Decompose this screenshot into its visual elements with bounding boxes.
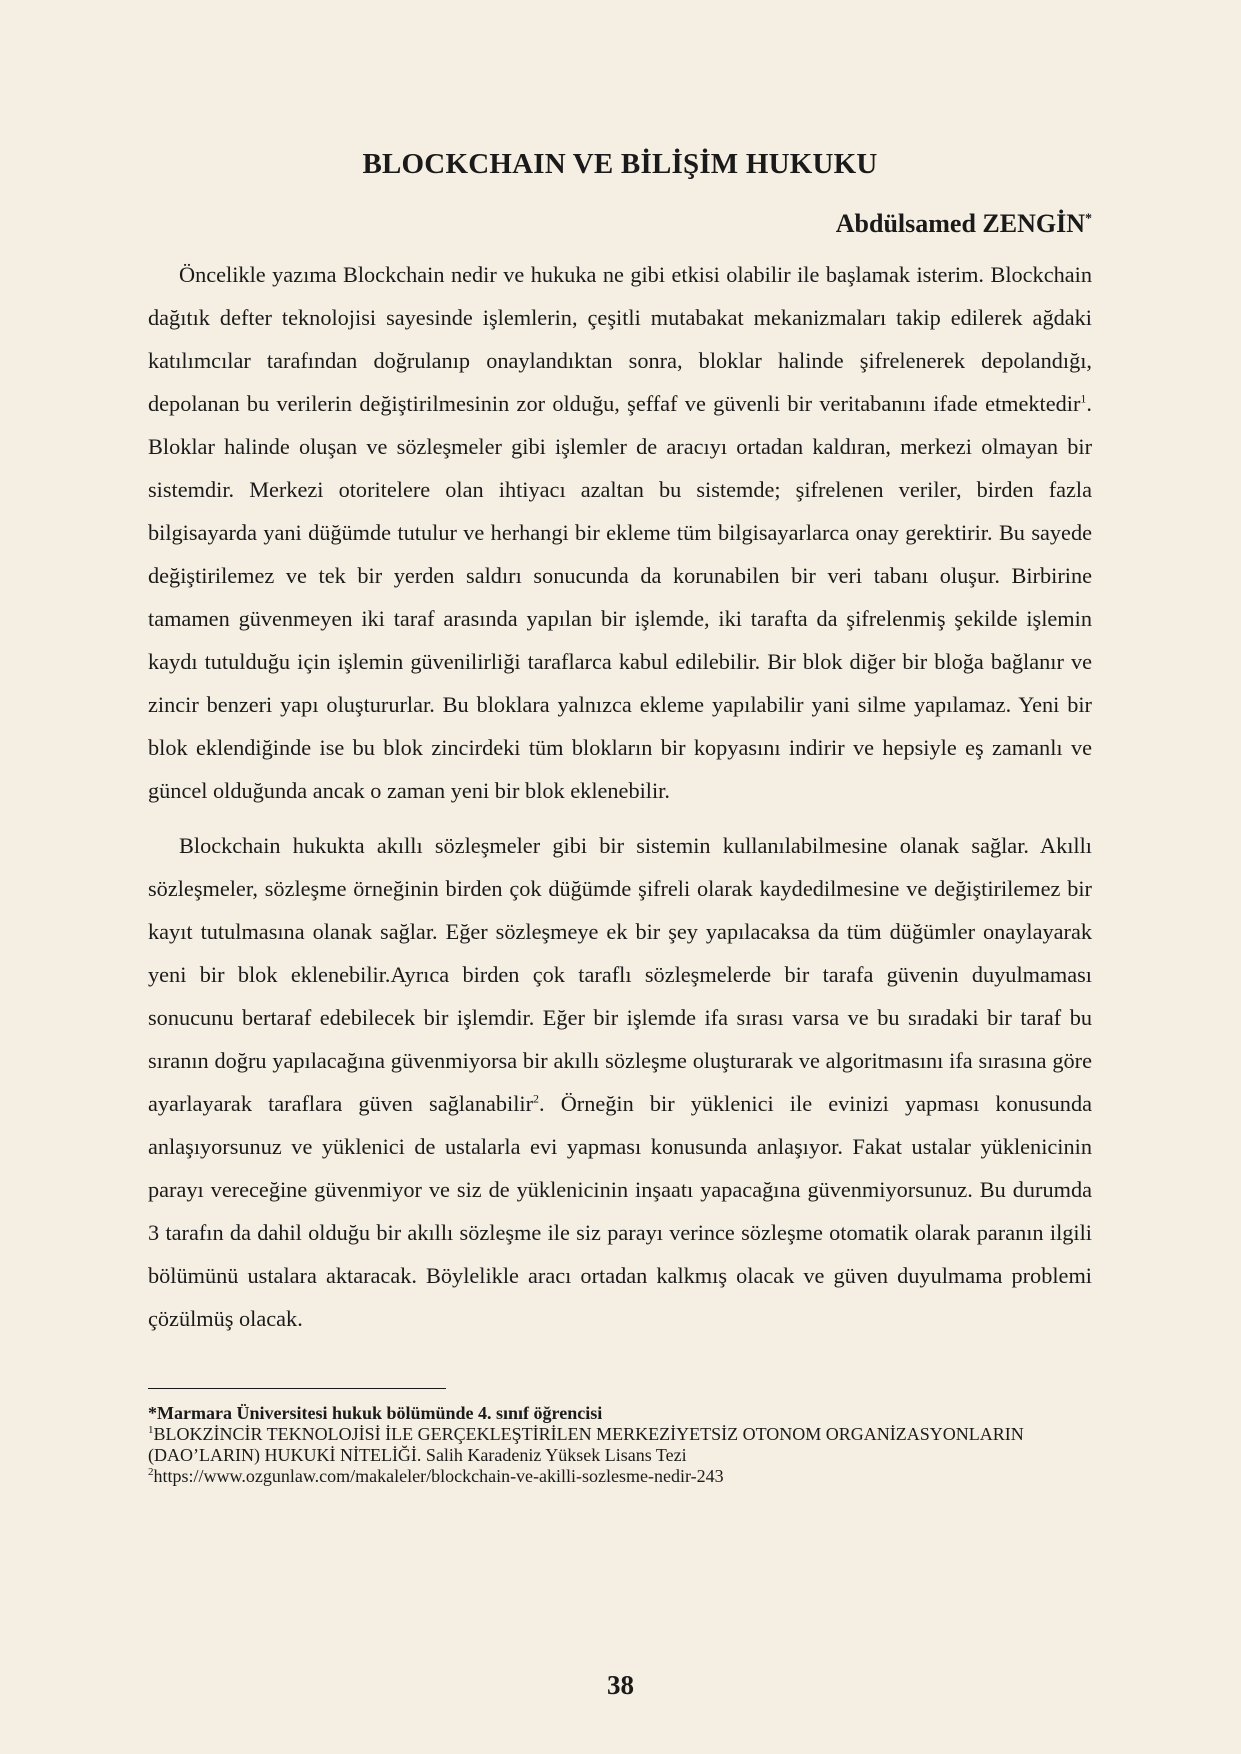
document-title: BLOCKCHAIN VE BİLİŞİM HUKUKU — [362, 148, 878, 180]
footnote-1 — [148, 1424, 1092, 1466]
footnote-ref-1[interactable]: 1 — [1080, 391, 1087, 406]
paragraph-2 — [148, 824, 1092, 1340]
page-number: 38 — [607, 1670, 634, 1700]
footnote-author: *Marmara Üniversitesi hukuk bölümünde 4. sınıf öğrencisi — [148, 1403, 603, 1423]
paragraph-2-text-b: . Örneğin bir yüklenici ile evinizi yapması konusunda anlaşıyorsunuz ve yüklenici de ustalarla evi yapması konusunda anlaşıyor. Fakat ustalar yüklenicinin parayı vereceğine güvenmiyor ve siz de yüklenicinin inşaatı yapacağına güvenmiyorsunuz. Bu durumda 3 tarafın da dahil olduğu bir akıllı sözleşme ile siz parayı verince sözleşme otomatik olarak paranın ilgili bölümünü ustalara aktaracak. Böylelikle aracı ortadan kalkmış olacak ve güven duyulmama problemi çözülmüş olacak. — [148, 1091, 1092, 1331]
paragraph-2-text-a: Blockchain hukukta akıllı sözleşmeler gibi bir sistemin kullanılabilmesine olanak sağlar. Akıllı sözleşmeler, sözleşme örneğinin birden çok düğümde şifreli olarak kaydedilmesine ve değiştirilemez bir kayıt tutulmasına olanak sağlar. Eğer sözleşmeye ek bir şey yapılacaksa da tüm düğümler onaylayarak yeni bir blok eklenebilir.Ayrıca birden çok taraflı sözleşmelerde bir tarafa güvenin duyulmaması sonucunu bertaraf edebilecek bir işlemdir. Eğer bir işlemde ifa sırası varsa ve bu sıradaki bir taraf bu sıranın doğru yapılacağına güvenmiyorsa bir akıllı sözleşme oluşturarak ve algoritmasını ifa sırasına göre ayarlayarak taraflara güven sağlanabilir — [148, 833, 1092, 1116]
author-name: Abdülsamed ZENGİN — [835, 209, 1085, 238]
document-page — [148, 148, 1092, 1487]
footnote-2 — [148, 1466, 1092, 1487]
footnote-2-mark: 2 — [148, 1466, 154, 1478]
footnote-1-text: BLOKZİNCİR TEKNOLOJİSİ İLE GERÇEKLEŞTİRİLEN MERKEZİYETSİZ OTONOM ORGANİZASYONLARIN (DAO’LARIN) HUKUKİ NİTELİĞİ. Salih Karadeniz Yüksek Lisans Tezi — [148, 1424, 1024, 1465]
footnote-separator — [148, 1388, 446, 1389]
paragraph-1-text-a: Öncelikle yazıma Blockchain nedir ve hukuka ne gibi etkisi olabilir ile başlamak isterim. Blockchain dağıtık defter teknolojisi sayesinde işlemlerin, çeşitli mutabakat mekanizmaları takip edilerek ağdaki katılımcılar tarafından doğrulanıp onaylandıktan sonra, bloklar halinde şifrelenerek depolandığı, depolanan bu verilerin değiştirilmesinin zor olduğu, şeffaf ve güvenli bir veritabanını ifade etmektedir — [148, 262, 1092, 416]
paragraph-1 — [148, 253, 1092, 812]
author-line — [148, 209, 1092, 239]
footnote-1-mark: 1 — [148, 1424, 154, 1436]
footnote-2-link[interactable]: https://www.ozgunlaw.com/makaleler/blockchain-ve-akilli-sozlesme-nedir-243 — [153, 1466, 724, 1486]
author-footnote-mark[interactable]: * — [1085, 211, 1092, 227]
paragraph-1-text-b: . Bloklar halinde oluşan ve sözleşmeler gibi işlemler de aracıyı ortadan kaldıran, merkezi olmayan bir sistemdir. Merkezi otoritelere olan ihtiyacı azaltan bu sistemde; şifrelenen veriler, birden fazla bilgisayarda yani düğümde tutulur ve herhangi bir ekleme tüm bilgisayarlarca onay gerektirir. Bu sayede değiştirilemez ve tek bir yerden saldırı sonucunda da korunabilen bir veri tabanı oluşur. Birbirine tamamen güvenmeyen iki taraf arasında yapılan bir işlemde, iki tarafta da şifrelenmiş şekilde işlemin kaydı tutulduğu için işlemin güvenilirliği taraflarca kabul edilebilir. Bir blok diğer bir bloğa bağlanır ve zincir benzeri yapı oluştururlar. Bu bloklara yalnızca ekleme yapılabilir yani silme yapılamaz. Yeni bir blok eklendiğinde ise bu blok zincirdeki tüm blokların bir kopyasını indirir ve hepsiyle eş zamanlı ve güncel olduğunda ancak o zaman yeni bir blok eklenebilir. — [148, 391, 1092, 803]
footnote-ref-2[interactable]: 2 — [533, 1091, 540, 1106]
